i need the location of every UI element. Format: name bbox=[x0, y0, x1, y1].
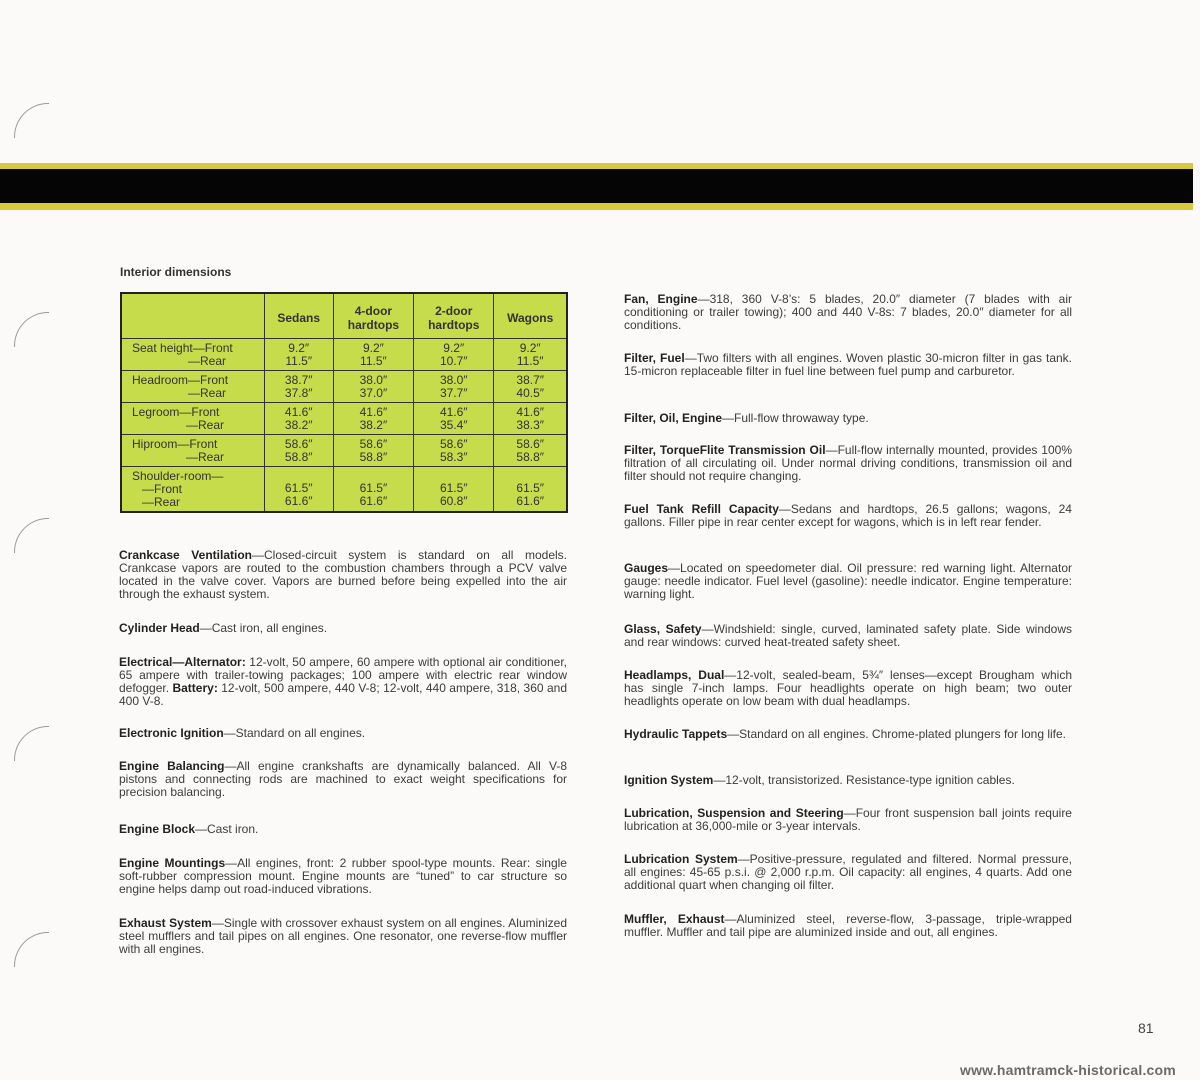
spec-cylinder-head bbox=[119, 622, 567, 635]
binder-hole-mark bbox=[14, 726, 49, 761]
row-label-line: —Front bbox=[142, 482, 183, 496]
cell-wagons: 58.6″ 58.8″ bbox=[494, 435, 567, 467]
spec-text: —Aluminized steel, reverse-flow, 3-passage, triple-wrapped muffler. Muffler and tail pipe are aluminized inside and out, all engines. bbox=[624, 912, 1072, 939]
cell-2-door-hardtops: 41.6″ 35.4″ bbox=[414, 403, 494, 435]
spec-heading: Electrical—Alternator: bbox=[119, 655, 246, 669]
column-header-sedans: Sedans bbox=[264, 293, 333, 339]
row-label-line: —Rear bbox=[188, 386, 227, 400]
binder-hole-mark bbox=[14, 518, 49, 553]
header-band-accent-bottom bbox=[0, 203, 1193, 210]
spec-heading: Lubrication, Suspension and Steering bbox=[624, 806, 844, 820]
spec-text: —Located on speedometer dial. Oil pressure: red warning light. Alternator gauge: needle indicator. Fuel level (gasoline): needle indicator. Engine temperature: warning light. bbox=[624, 561, 1072, 601]
row-label-line: —Rear bbox=[188, 354, 227, 368]
spec-text: —All engine crankshafts are dynamically balanced. All V-8 pistons and connecting rods are machined to exact weight specifications for precision balancing. bbox=[119, 759, 567, 799]
column-header-label bbox=[121, 293, 264, 339]
cell-4-door-hardtops: 58.6″ 58.8″ bbox=[333, 435, 413, 467]
cell-wagons: 9.2″ 11.5″ bbox=[494, 339, 567, 371]
table-row bbox=[121, 467, 567, 513]
row-label-line: Seat height—Front bbox=[132, 341, 233, 355]
spec-text: —Four front suspension ball joints require lubrication at 36,000-mile or 3-year intervals. bbox=[624, 806, 1072, 833]
spec-text: —Positive-pressure, regulated and filtered. Normal pressure, all engines: 45-65 p.s.i. @ 2,000 r.p.m. Oil capacity: all engines, 4 quarts. Add one additional quart when changing oil filter. bbox=[624, 852, 1073, 892]
table-row bbox=[121, 435, 567, 467]
binder-hole-mark bbox=[14, 103, 49, 138]
table-row bbox=[121, 371, 567, 403]
row-label bbox=[121, 339, 264, 371]
spec-heading: Glass, Safety bbox=[624, 622, 702, 636]
spec-text: —Single with crossover exhaust system on all engines. Aluminized steel mufflers and tail pipes on all engines. One resonator, one reverse-flow muffler with all engines. bbox=[119, 916, 567, 956]
page-number: 81 bbox=[1138, 1020, 1154, 1036]
spec-heading: Engine Mountings bbox=[119, 856, 226, 870]
spec-text: —Standard on all engines. bbox=[223, 726, 366, 740]
spec-fuel-tank-refill bbox=[624, 503, 1072, 529]
spec-text: 12-volt, 50 ampere, 60 ampere with optional air conditioner, 65 ampere with trailer-towing packages; 100 ampere with electric rear window defogger. bbox=[119, 655, 567, 695]
cell-2-door-hardtops: 38.0″ 37.7″ bbox=[414, 371, 494, 403]
row-label-line: —Rear bbox=[186, 450, 225, 464]
row-label bbox=[121, 467, 264, 513]
spec-text: —12-volt, sealed-beam, 5¾″ lenses—except Brougham which has single 7-inch lamps. Four headlights operate on high beam; two outer headlights operate on low beam with dual headlamps. bbox=[624, 668, 1073, 708]
spec-text: —All engines, front: 2 rubber spool-type mounts. Rear: single soft-rubber compression mount. Engine mounts are “tuned” to car structure so engine helps damp out road-induced vibrations. bbox=[119, 856, 567, 896]
spec-text: 12-volt, 500 ampere, 440 V-8; 12-volt, 440 ampere, 318, 360 and 400 V-8. bbox=[119, 681, 567, 708]
spec-text: —Closed-circuit system is standard on all models. Crankcase vapors are routed to the combustion chambers through a PCV valve located in the valve cover. Vapors are burned before being expelled into the air through the exhaust system. bbox=[119, 548, 567, 601]
table-row bbox=[121, 403, 567, 435]
spec-heading: Filter, TorqueFlite Transmission Oil bbox=[624, 443, 826, 457]
spec-heading: Exhaust System bbox=[119, 916, 212, 930]
spec-heading: Engine Balancing bbox=[119, 759, 225, 773]
table-row bbox=[121, 339, 567, 371]
spec-text: —Sedans and hardtops, 26.5 gallons; wagons, 24 gallons. Filler pipe in rear center except for wagons, which is in left rear fender. bbox=[624, 502, 1072, 529]
spec-text: —Cast iron, all engines. bbox=[199, 621, 328, 635]
spec-heading: Cylinder Head bbox=[119, 621, 200, 635]
spec-electrical bbox=[119, 656, 567, 708]
header-band bbox=[0, 169, 1193, 203]
spec-text: —Windshield: single, curved, laminated safety plate. Side windows and rear windows: curved heat-treated safety sheet. bbox=[624, 622, 1073, 649]
row-label-line: —Rear bbox=[186, 418, 225, 432]
row-label-line: Shoulder-room— bbox=[132, 469, 224, 483]
cell-sedans: 38.7″ 37.8″ bbox=[264, 371, 333, 403]
spec-hydraulic-tappets bbox=[624, 728, 1072, 741]
cell-2-door-hardtops: 61.5″ 60.8″ bbox=[414, 467, 494, 513]
cell-2-door-hardtops: 58.6″ 58.3″ bbox=[414, 435, 494, 467]
spec-heading: Fan, Engine bbox=[624, 292, 698, 306]
row-label-line: Legroom—Front bbox=[132, 405, 220, 419]
spec-engine-block bbox=[119, 823, 567, 836]
spec-heading: Filter, Oil, Engine bbox=[624, 411, 723, 425]
interior-dimensions-table bbox=[120, 292, 568, 513]
cell-wagons: 41.6″ 38.3″ bbox=[494, 403, 567, 435]
cell-4-door-hardtops: 9.2″ 11.5″ bbox=[333, 339, 413, 371]
cell-2-door-hardtops: 9.2″ 10.7″ bbox=[414, 339, 494, 371]
spec-text: —12-volt, transistorized. Resistance-type ignition cables. bbox=[713, 773, 1015, 787]
spec-text: —Full-flow internally mounted, provides 100% filtration of all circulating oil. Under normal driving conditions, transmission oil and filter should not require changing. bbox=[624, 443, 1072, 483]
spec-subheading: Battery: bbox=[172, 681, 218, 695]
row-label-line: —Rear bbox=[142, 495, 181, 509]
spec-heading: Hydraulic Tappets bbox=[624, 727, 728, 741]
column-header-4-door-hardtops: 4-door hardtops bbox=[333, 293, 413, 339]
spec-lubrication-suspension-steering bbox=[624, 807, 1072, 833]
spec-heading: Filter, Fuel bbox=[624, 351, 685, 365]
spec-engine-balancing bbox=[119, 760, 567, 799]
spec-glass-safety bbox=[624, 623, 1072, 649]
spec-heading: Fuel Tank Refill Capacity bbox=[624, 502, 779, 516]
watermark-url: www.hamtramck-historical.com bbox=[960, 1062, 1176, 1078]
spec-filter-oil-engine bbox=[624, 412, 1072, 425]
cell-sedans: 61.5″ 61.6″ bbox=[264, 467, 333, 513]
spec-crankcase-ventilation bbox=[119, 549, 567, 601]
binder-hole-mark bbox=[14, 932, 49, 967]
spec-filter-fuel bbox=[624, 352, 1072, 378]
spec-heading: Headlamps, Dual bbox=[624, 668, 725, 682]
cell-4-door-hardtops: 41.6″ 38.2″ bbox=[333, 403, 413, 435]
row-label bbox=[121, 435, 264, 467]
cell-4-door-hardtops: 38.0″ 37.0″ bbox=[333, 371, 413, 403]
cell-wagons: 61.5″ 61.6″ bbox=[494, 467, 567, 513]
spec-engine-mountings bbox=[119, 857, 567, 896]
spec-heading: Gauges bbox=[624, 561, 669, 575]
spec-heading: Crankcase Ventilation bbox=[119, 548, 252, 562]
table-title: Interior dimensions bbox=[120, 265, 232, 279]
spec-gauges bbox=[624, 562, 1072, 601]
spec-lubrication-system bbox=[624, 853, 1072, 892]
spec-fan-engine bbox=[624, 293, 1072, 332]
spec-electronic-ignition bbox=[119, 727, 567, 740]
spec-muffler-exhaust bbox=[624, 913, 1072, 939]
cell-sedans: 58.6″ 58.8″ bbox=[264, 435, 333, 467]
row-label bbox=[121, 403, 264, 435]
spec-text: —Two filters with all engines. Woven plastic 30-micron filter in gas tank. 15-micron replaceable filter in fuel line between fuel pump and carburetor. bbox=[624, 351, 1072, 378]
cell-sedans: 9.2″ 11.5″ bbox=[264, 339, 333, 371]
spec-exhaust-system bbox=[119, 917, 567, 956]
spec-heading: Electronic Ignition bbox=[119, 726, 224, 740]
spec-ignition-system bbox=[624, 774, 1072, 787]
spec-filter-torqueflite bbox=[624, 444, 1072, 483]
cell-sedans: 41.6″ 38.2″ bbox=[264, 403, 333, 435]
column-header-2-door-hardtops: 2-door hardtops bbox=[414, 293, 494, 339]
row-label-line: Hiproom—Front bbox=[132, 437, 218, 451]
cell-wagons: 38.7″ 40.5″ bbox=[494, 371, 567, 403]
spec-heading: Engine Block bbox=[119, 822, 196, 836]
spec-text: —Full-flow throwaway type. bbox=[722, 411, 869, 425]
spec-heading: Muffler, Exhaust bbox=[624, 912, 725, 926]
spec-heading: Ignition System bbox=[624, 773, 714, 787]
spec-headlamps-dual bbox=[624, 669, 1072, 708]
column-header-wagons: Wagons bbox=[494, 293, 567, 339]
binder-hole-mark bbox=[14, 312, 49, 347]
spec-heading: Lubrication System bbox=[624, 852, 738, 866]
spec-text: —Cast iron. bbox=[195, 822, 259, 836]
spec-text: —318, 360 V-8’s: 5 blades, 20.0″ diameter (7 blades with air conditioning or trailer towing); 400 and 440 V-8s: 7 blades, 20.0″ diameter for all conditions. bbox=[624, 292, 1072, 332]
spec-text: —Standard on all engines. Chrome-plated plungers for long life. bbox=[727, 727, 1067, 741]
row-label-line: Headroom—Front bbox=[132, 373, 229, 387]
cell-4-door-hardtops: 61.5″ 61.6″ bbox=[333, 467, 413, 513]
row-label bbox=[121, 371, 264, 403]
